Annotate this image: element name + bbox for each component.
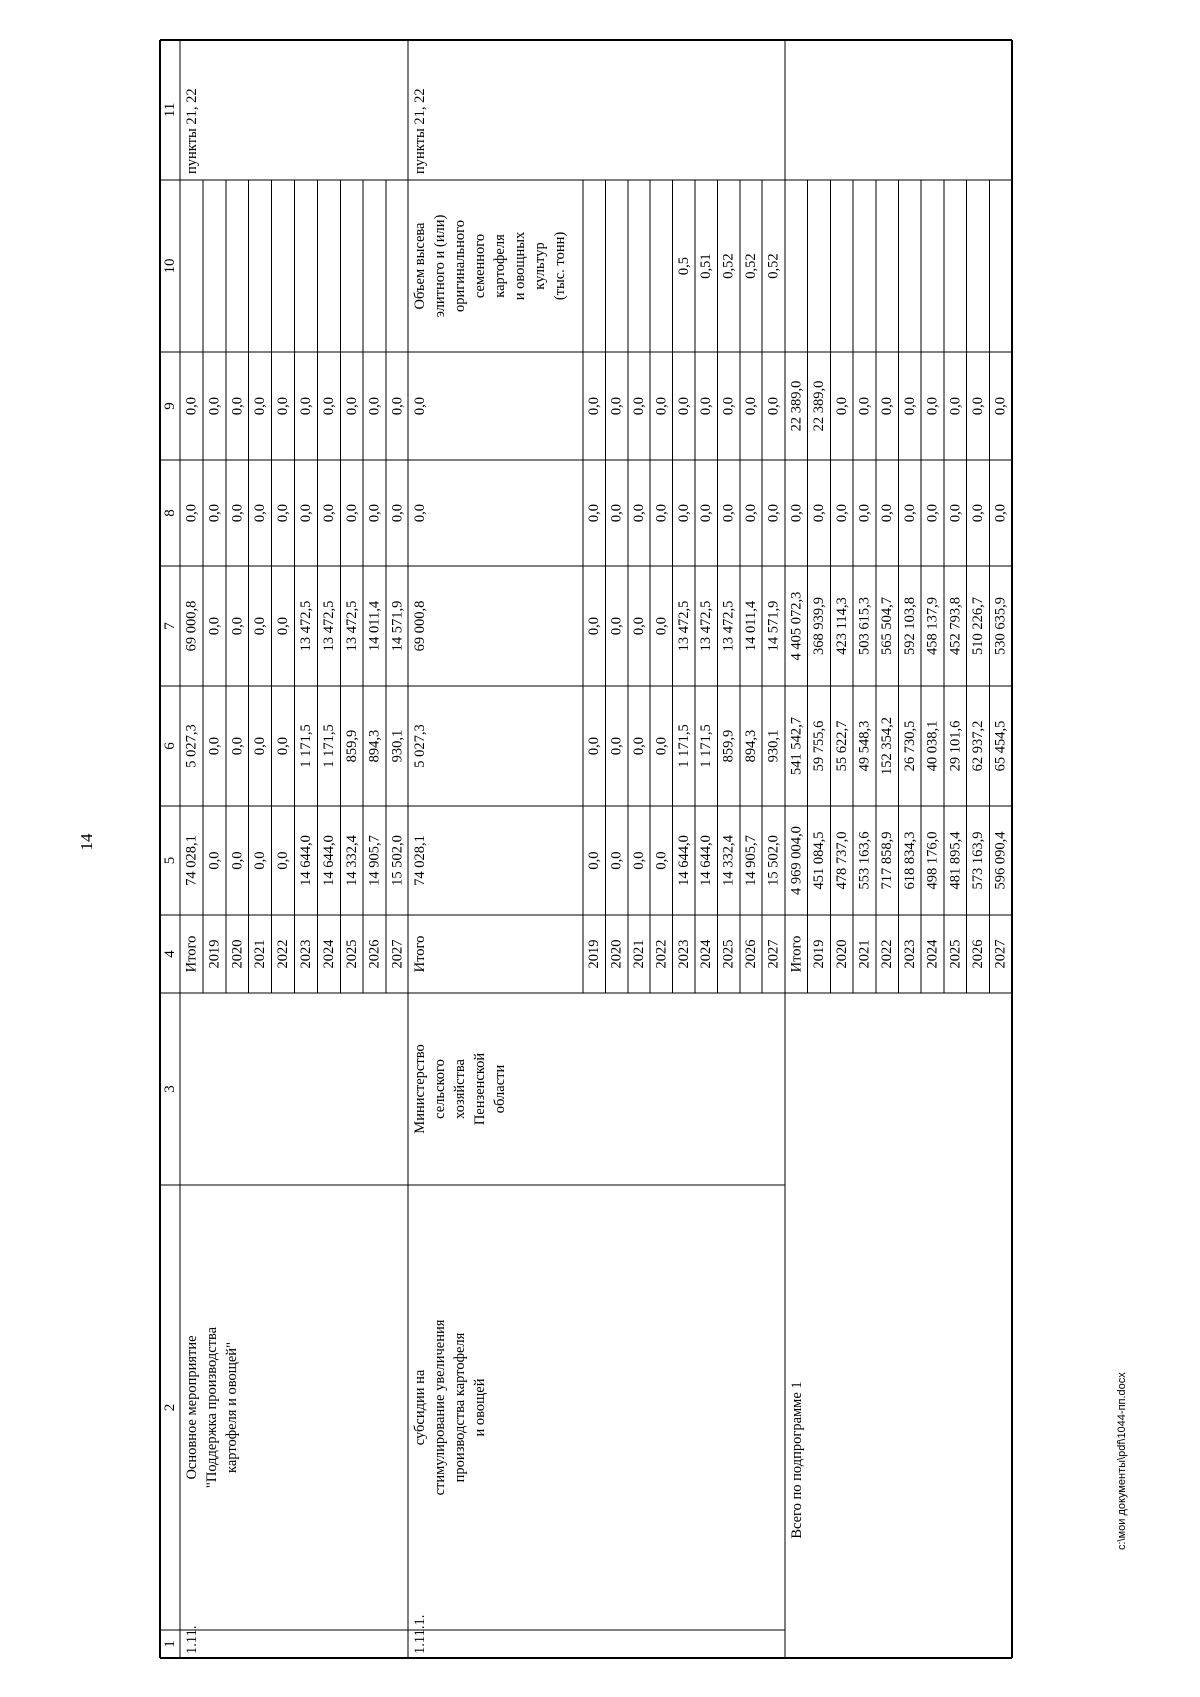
cell-b1-r6-c5: 14 644,0 bbox=[320, 835, 337, 886]
cell-b1-r4-c8: 0,0 bbox=[275, 503, 292, 523]
cell-b2-r5-c10: 0,5 bbox=[675, 256, 692, 276]
cell-b1-r6-c6: 1 171,5 bbox=[320, 724, 337, 768]
header-col-5: 5 bbox=[162, 856, 178, 865]
cell-b2-r4-c9: 0,0 bbox=[653, 396, 670, 416]
cell-b2-r1-c8: 0,0 bbox=[586, 503, 603, 523]
cell-b1-r0-c5: 74 028,1 bbox=[183, 835, 200, 886]
cell-b3-r9-c7: 530 635,9 bbox=[992, 597, 1009, 655]
cell-b2-r0-c7: 69 000,8 bbox=[412, 600, 428, 652]
cell-b2-r5-c8: 0,0 bbox=[675, 503, 692, 523]
cell-b3-r1-c9: 22 389,0 bbox=[811, 380, 828, 432]
cell-b2-r9-c6: 930,1 bbox=[765, 729, 782, 763]
executor-line: Пензенской bbox=[472, 1052, 488, 1126]
cell-b3-r4-c5: 717 858,9 bbox=[879, 831, 896, 890]
cell-b1-r0-c7: 69 000,8 bbox=[183, 600, 200, 652]
cell-b2-r9-c5: 15 502,0 bbox=[765, 835, 782, 886]
target-indicator-line: культур bbox=[532, 242, 548, 290]
row-name-line: производства картофеля bbox=[452, 1332, 468, 1483]
cell-b2-r2-c5: 0,0 bbox=[608, 851, 625, 870]
cell-b1-r2-c4: 2020 bbox=[229, 939, 246, 969]
cell-b3-r8-c7: 510 226,7 bbox=[969, 597, 986, 655]
cell-b1-r9-c4: 2027 bbox=[389, 939, 406, 969]
target-indicator-line: элитного и (или) bbox=[432, 214, 448, 318]
header-col-2: 2 bbox=[162, 1403, 178, 1412]
cell-b2-r8-c10: 0,52 bbox=[743, 253, 759, 279]
target-indicator-line: картофеля bbox=[492, 234, 508, 298]
cell-b2-r0-c5: 74 028,1 bbox=[412, 835, 428, 886]
cell-b1-r8-c6: 894,3 bbox=[366, 729, 383, 763]
header-col-10: 10 bbox=[162, 258, 178, 274]
header-col-6: 6 bbox=[162, 742, 178, 750]
cell-b1-r9-c5: 15 502,0 bbox=[389, 835, 406, 886]
cell-b3-r3-c8: 0,0 bbox=[856, 503, 873, 523]
cell-b1-r4-c7: 0,0 bbox=[275, 616, 292, 636]
cell-b2-r8-c4: 2026 bbox=[743, 939, 759, 969]
cell-b3-r2-c7: 423 114,3 bbox=[833, 597, 850, 655]
cell-b1-r8-c4: 2026 bbox=[366, 939, 383, 969]
cell-b3-r0-c7: 4 405 072,3 bbox=[788, 591, 805, 661]
header-col-4: 4 bbox=[162, 950, 178, 958]
cell-b3-r6-c4: 2024 bbox=[924, 939, 941, 969]
cell-b2-r0-c4: Итого bbox=[412, 935, 428, 973]
cell-b3-r0-c6: 541 542,7 bbox=[788, 717, 805, 775]
cell-b2-r4-c6: 0,0 bbox=[653, 736, 670, 756]
cell-b2-r9-c9: 0,0 bbox=[765, 396, 782, 416]
cell-b1-r6-c7: 13 472,5 bbox=[320, 600, 337, 652]
cell-b1-r5-c9: 0,0 bbox=[297, 396, 314, 416]
cell-b3-r5-c5: 618 834,3 bbox=[901, 831, 918, 890]
cell-b3-r5-c4: 2023 bbox=[901, 939, 918, 969]
cell-b1-r3-c6: 0,0 bbox=[252, 736, 269, 756]
cell-b2-r4-c8: 0,0 bbox=[653, 503, 670, 523]
cell-b3-r3-c6: 49 548,3 bbox=[856, 720, 873, 772]
cell-b2-r0-c6: 5 027,3 bbox=[412, 724, 428, 768]
cell-b2-r6-c8: 0,0 bbox=[698, 503, 715, 523]
cell-b3-r8-c4: 2026 bbox=[969, 939, 986, 969]
cell-b3-r7-c8: 0,0 bbox=[947, 503, 964, 523]
cell-b1-r7-c4: 2025 bbox=[343, 939, 360, 969]
header-col-3: 3 bbox=[162, 1085, 178, 1093]
row-number: 1.11. bbox=[184, 1625, 200, 1654]
cell-b1-r7-c7: 13 472,5 bbox=[343, 600, 360, 652]
executor-line: области bbox=[492, 1064, 508, 1114]
row-number: 1.11.1. bbox=[412, 1614, 428, 1654]
executor-line: хозяйства bbox=[452, 1059, 468, 1119]
cell-b3-r3-c9: 0,0 bbox=[856, 396, 873, 416]
cell-b2-r8-c7: 14 011,4 bbox=[743, 600, 759, 652]
cell-b2-r9-c7: 14 571,9 bbox=[765, 600, 782, 652]
cell-b2-r3-c7: 0,0 bbox=[631, 616, 647, 636]
cell-b1-r2-c6: 0,0 bbox=[229, 736, 246, 756]
cell-b3-r5-c9: 0,0 bbox=[901, 396, 918, 416]
cell-b3-r1-c6: 59 755,6 bbox=[811, 720, 828, 772]
cell-b2-r3-c5: 0,0 bbox=[631, 851, 647, 870]
cell-b1-r1-c9: 0,0 bbox=[206, 396, 223, 416]
header-col-1: 1 bbox=[162, 1640, 178, 1648]
cell-b1-r7-c9: 0,0 bbox=[343, 396, 360, 416]
cell-b2-r7-c10: 0,52 bbox=[720, 253, 737, 279]
footer-file-path: c:\мои документы\pdf\1044-пп.docx bbox=[1116, 1372, 1128, 1550]
cell-b3-r8-c8: 0,0 bbox=[969, 503, 986, 523]
cell-b3-r9-c8: 0,0 bbox=[992, 503, 1009, 523]
cell-b3-r6-c5: 498 176,0 bbox=[924, 831, 941, 890]
cell-b1-r1-c6: 0,0 bbox=[206, 736, 223, 756]
cell-b2-r8-c8: 0,0 bbox=[743, 503, 759, 523]
cell-b2-r2-c6: 0,0 bbox=[608, 736, 625, 756]
cell-b3-r0-c8: 0,0 bbox=[788, 503, 805, 523]
cell-b2-r9-c10: 0,52 bbox=[765, 253, 782, 279]
cell-b2-r4-c4: 2022 bbox=[653, 939, 670, 969]
cell-b1-r8-c7: 14 011,4 bbox=[366, 600, 383, 652]
cell-b1-r4-c6: 0,0 bbox=[275, 736, 292, 756]
cell-b2-r7-c7: 13 472,5 bbox=[720, 600, 737, 652]
cell-b3-r7-c4: 2025 bbox=[947, 939, 964, 969]
cell-b3-r1-c8: 0,0 bbox=[811, 503, 828, 523]
cell-b3-r4-c8: 0,0 bbox=[879, 503, 896, 523]
cell-b2-r5-c7: 13 472,5 bbox=[675, 600, 692, 652]
cell-b2-r7-c6: 859,9 bbox=[720, 729, 737, 763]
row-name-line: Всего по подпрограмме 1 bbox=[789, 1381, 805, 1539]
cell-b2-r6-c6: 1 171,5 bbox=[698, 724, 715, 768]
cell-b3-r7-c6: 29 101,6 bbox=[947, 720, 964, 772]
cell-b3-r6-c9: 0,0 bbox=[924, 396, 941, 416]
header-col-8: 8 bbox=[162, 509, 178, 517]
cell-b1-r7-c8: 0,0 bbox=[343, 503, 360, 523]
cell-b1-r5-c6: 1 171,5 bbox=[297, 724, 314, 768]
target-indicator-line: (тыс. тонн) bbox=[552, 231, 568, 301]
cell-b3-r3-c4: 2021 bbox=[856, 939, 873, 969]
header-col-9: 9 bbox=[162, 402, 178, 410]
cell-b2-r3-c4: 2021 bbox=[631, 939, 647, 969]
cell-b3-r0-c9: 22 389,0 bbox=[788, 380, 805, 432]
cell-b3-r2-c6: 55 622,7 bbox=[833, 720, 850, 772]
cell-b3-r6-c7: 458 137,9 bbox=[924, 597, 941, 655]
cell-b2-r3-c9: 0,0 bbox=[631, 396, 647, 416]
cell-b3-r1-c7: 368 939,9 bbox=[811, 597, 828, 655]
cell-b3-r9-c5: 596 090,4 bbox=[992, 831, 1009, 890]
cell-b2-r8-c9: 0,0 bbox=[743, 396, 759, 416]
cell-b3-r6-c8: 0,0 bbox=[924, 503, 941, 523]
points-reference: пункты 21, 22 bbox=[412, 88, 428, 174]
cell-b3-r8-c9: 0,0 bbox=[969, 396, 986, 416]
cell-b1-r7-c5: 14 332,4 bbox=[343, 835, 360, 886]
cell-b1-r6-c9: 0,0 bbox=[320, 396, 337, 416]
cell-b3-r7-c9: 0,0 bbox=[947, 396, 964, 416]
cell-b1-r5-c7: 13 472,5 bbox=[297, 600, 314, 652]
cell-b1-r9-c7: 14 571,9 bbox=[389, 600, 406, 652]
cell-b1-r3-c8: 0,0 bbox=[252, 503, 269, 523]
cell-b1-r3-c7: 0,0 bbox=[252, 616, 269, 636]
cell-b2-r2-c8: 0,0 bbox=[608, 503, 625, 523]
cell-b2-r3-c6: 0,0 bbox=[631, 736, 647, 756]
cell-b1-r6-c8: 0,0 bbox=[320, 503, 337, 523]
header-col-7: 7 bbox=[162, 622, 178, 630]
cell-b3-r4-c6: 152 354,2 bbox=[879, 717, 896, 775]
cell-b2-r4-c7: 0,0 bbox=[653, 616, 670, 636]
cell-b2-r5-c9: 0,0 bbox=[675, 396, 692, 416]
cell-b3-r9-c9: 0,0 bbox=[992, 396, 1009, 416]
cell-b1-r3-c5: 0,0 bbox=[252, 851, 269, 870]
cell-b3-r4-c4: 2022 bbox=[879, 939, 896, 969]
cell-b2-r1-c7: 0,0 bbox=[586, 616, 603, 636]
cell-b2-r0-c8: 0,0 bbox=[412, 503, 428, 523]
row-name-line: "Поддержка производства bbox=[204, 1326, 220, 1489]
cell-b2-r6-c9: 0,0 bbox=[698, 396, 715, 416]
cell-b1-r3-c9: 0,0 bbox=[252, 396, 269, 416]
cell-b2-r1-c5: 0,0 bbox=[586, 851, 603, 870]
cell-b1-r0-c4: Итого bbox=[183, 935, 200, 973]
cell-b3-r8-c6: 62 937,2 bbox=[969, 720, 986, 772]
target-indicator-line: и овощных bbox=[512, 231, 528, 301]
cell-b3-r7-c5: 481 895,4 bbox=[947, 831, 964, 890]
row-name-line: Основное мероприятие bbox=[184, 1335, 200, 1480]
cell-b2-r5-c5: 14 644,0 bbox=[675, 835, 692, 886]
executor-line: Министерство bbox=[412, 1044, 428, 1134]
cell-b1-r9-c9: 0,0 bbox=[389, 396, 406, 416]
row-name-line: и овощей bbox=[472, 1378, 488, 1437]
cell-b2-r7-c4: 2025 bbox=[720, 939, 737, 969]
cell-b1-r0-c6: 5 027,3 bbox=[183, 724, 200, 768]
cell-b1-r1-c8: 0,0 bbox=[206, 503, 223, 523]
row-name-line: субсидии на bbox=[412, 1369, 428, 1446]
cell-b2-r2-c7: 0,0 bbox=[608, 616, 625, 636]
cell-b3-r1-c5: 451 084,5 bbox=[811, 831, 828, 890]
cell-b3-r4-c7: 565 504,7 bbox=[879, 597, 896, 655]
cell-b1-r2-c7: 0,0 bbox=[229, 616, 246, 636]
cell-b3-r1-c4: 2019 bbox=[811, 939, 828, 969]
target-indicator-line: Объем высева bbox=[412, 222, 428, 310]
cell-b3-r0-c5: 4 969 004,0 bbox=[788, 826, 805, 895]
points-reference: пункты 21, 22 bbox=[184, 88, 200, 174]
cell-b1-r4-c9: 0,0 bbox=[275, 396, 292, 416]
cell-b3-r2-c8: 0,0 bbox=[833, 503, 850, 523]
cell-b1-r2-c5: 0,0 bbox=[229, 851, 246, 870]
cell-b1-r7-c6: 859,9 bbox=[343, 729, 360, 763]
target-indicator-line: семенного bbox=[472, 233, 488, 299]
cell-b2-r2-c9: 0,0 bbox=[608, 396, 625, 416]
cell-b1-r1-c5: 0,0 bbox=[206, 851, 223, 870]
cell-b2-r5-c4: 2023 bbox=[675, 939, 692, 969]
cell-b2-r8-c6: 894,3 bbox=[743, 729, 759, 763]
cell-b1-r9-c8: 0,0 bbox=[389, 503, 406, 523]
executor-line: сельского bbox=[432, 1059, 448, 1119]
cell-b2-r0-c9: 0,0 bbox=[412, 396, 428, 416]
cell-b1-r9-c6: 930,1 bbox=[389, 729, 406, 763]
cell-b3-r2-c9: 0,0 bbox=[833, 396, 850, 416]
cell-b3-r7-c7: 452 793,8 bbox=[947, 597, 964, 655]
cell-b2-r1-c4: 2019 bbox=[586, 939, 603, 969]
cell-b2-r3-c8: 0,0 bbox=[631, 503, 647, 523]
cell-b1-r5-c5: 14 644,0 bbox=[297, 835, 314, 886]
cell-b2-r7-c9: 0,0 bbox=[720, 396, 737, 416]
cell-b3-r3-c7: 503 615,3 bbox=[856, 597, 873, 655]
cell-b2-r9-c8: 0,0 bbox=[765, 503, 782, 523]
cell-b3-r5-c8: 0,0 bbox=[901, 503, 918, 523]
cell-b1-r0-c9: 0,0 bbox=[183, 396, 200, 416]
cell-b2-r2-c4: 2020 bbox=[608, 939, 625, 969]
cell-b2-r9-c4: 2027 bbox=[765, 939, 782, 969]
page-number: 14 bbox=[77, 833, 96, 851]
cell-b2-r1-c6: 0,0 bbox=[586, 736, 603, 756]
cell-b3-r8-c5: 573 163,9 bbox=[969, 831, 986, 890]
cell-b1-r8-c5: 14 905,7 bbox=[366, 835, 383, 886]
cell-b3-r3-c5: 553 163,6 bbox=[856, 831, 873, 890]
target-indicator-line: оригинального bbox=[452, 220, 468, 312]
cell-b1-r3-c4: 2021 bbox=[252, 939, 269, 969]
row-name-line: стимулирование увеличения bbox=[432, 1319, 448, 1496]
cell-b3-r5-c7: 592 103,8 bbox=[901, 597, 918, 655]
cell-b1-r8-c8: 0,0 bbox=[366, 503, 383, 523]
header-col-11: 11 bbox=[162, 102, 178, 118]
cell-b2-r7-c5: 14 332,4 bbox=[720, 835, 737, 886]
cell-b2-r5-c6: 1 171,5 bbox=[675, 724, 692, 768]
cell-b2-r6-c10: 0,51 bbox=[698, 253, 715, 279]
cell-b1-r8-c9: 0,0 bbox=[366, 396, 383, 416]
cell-b1-r5-c4: 2023 bbox=[297, 939, 314, 969]
cell-b3-r2-c5: 478 737,0 bbox=[833, 831, 850, 890]
cell-b2-r6-c7: 13 472,5 bbox=[698, 600, 715, 652]
cell-b2-r6-c4: 2024 bbox=[698, 939, 715, 969]
cell-b2-r8-c5: 14 905,7 bbox=[743, 835, 759, 886]
cell-b2-r7-c8: 0,0 bbox=[720, 503, 737, 523]
cell-b1-r4-c4: 2022 bbox=[275, 939, 292, 969]
cell-b3-r5-c6: 26 730,5 bbox=[901, 720, 918, 772]
cell-b2-r1-c9: 0,0 bbox=[586, 396, 603, 416]
row-name-line: картофеля и овощей" bbox=[224, 1342, 240, 1473]
cell-b1-r2-c9: 0,0 bbox=[229, 396, 246, 416]
cell-b1-r2-c8: 0,0 bbox=[229, 503, 246, 523]
cell-b1-r1-c7: 0,0 bbox=[206, 616, 223, 636]
cell-b1-r5-c8: 0,0 bbox=[297, 503, 314, 523]
cell-b3-r6-c6: 40 038,1 bbox=[924, 720, 941, 772]
cell-b1-r1-c4: 2019 bbox=[206, 939, 223, 969]
cell-b3-r9-c6: 65 454,5 bbox=[992, 720, 1009, 772]
cell-b1-r0-c8: 0,0 bbox=[183, 503, 200, 523]
cell-b1-r6-c4: 2024 bbox=[320, 939, 337, 969]
cell-b3-r9-c4: 2027 bbox=[992, 939, 1009, 969]
cell-b3-r2-c4: 2020 bbox=[833, 939, 850, 969]
cell-b3-r4-c9: 0,0 bbox=[879, 396, 896, 416]
cell-b2-r4-c5: 0,0 bbox=[653, 851, 670, 870]
cell-b1-r4-c5: 0,0 bbox=[275, 851, 292, 870]
cell-b3-r0-c4: Итого bbox=[788, 935, 805, 973]
cell-b2-r6-c5: 14 644,0 bbox=[698, 835, 715, 886]
